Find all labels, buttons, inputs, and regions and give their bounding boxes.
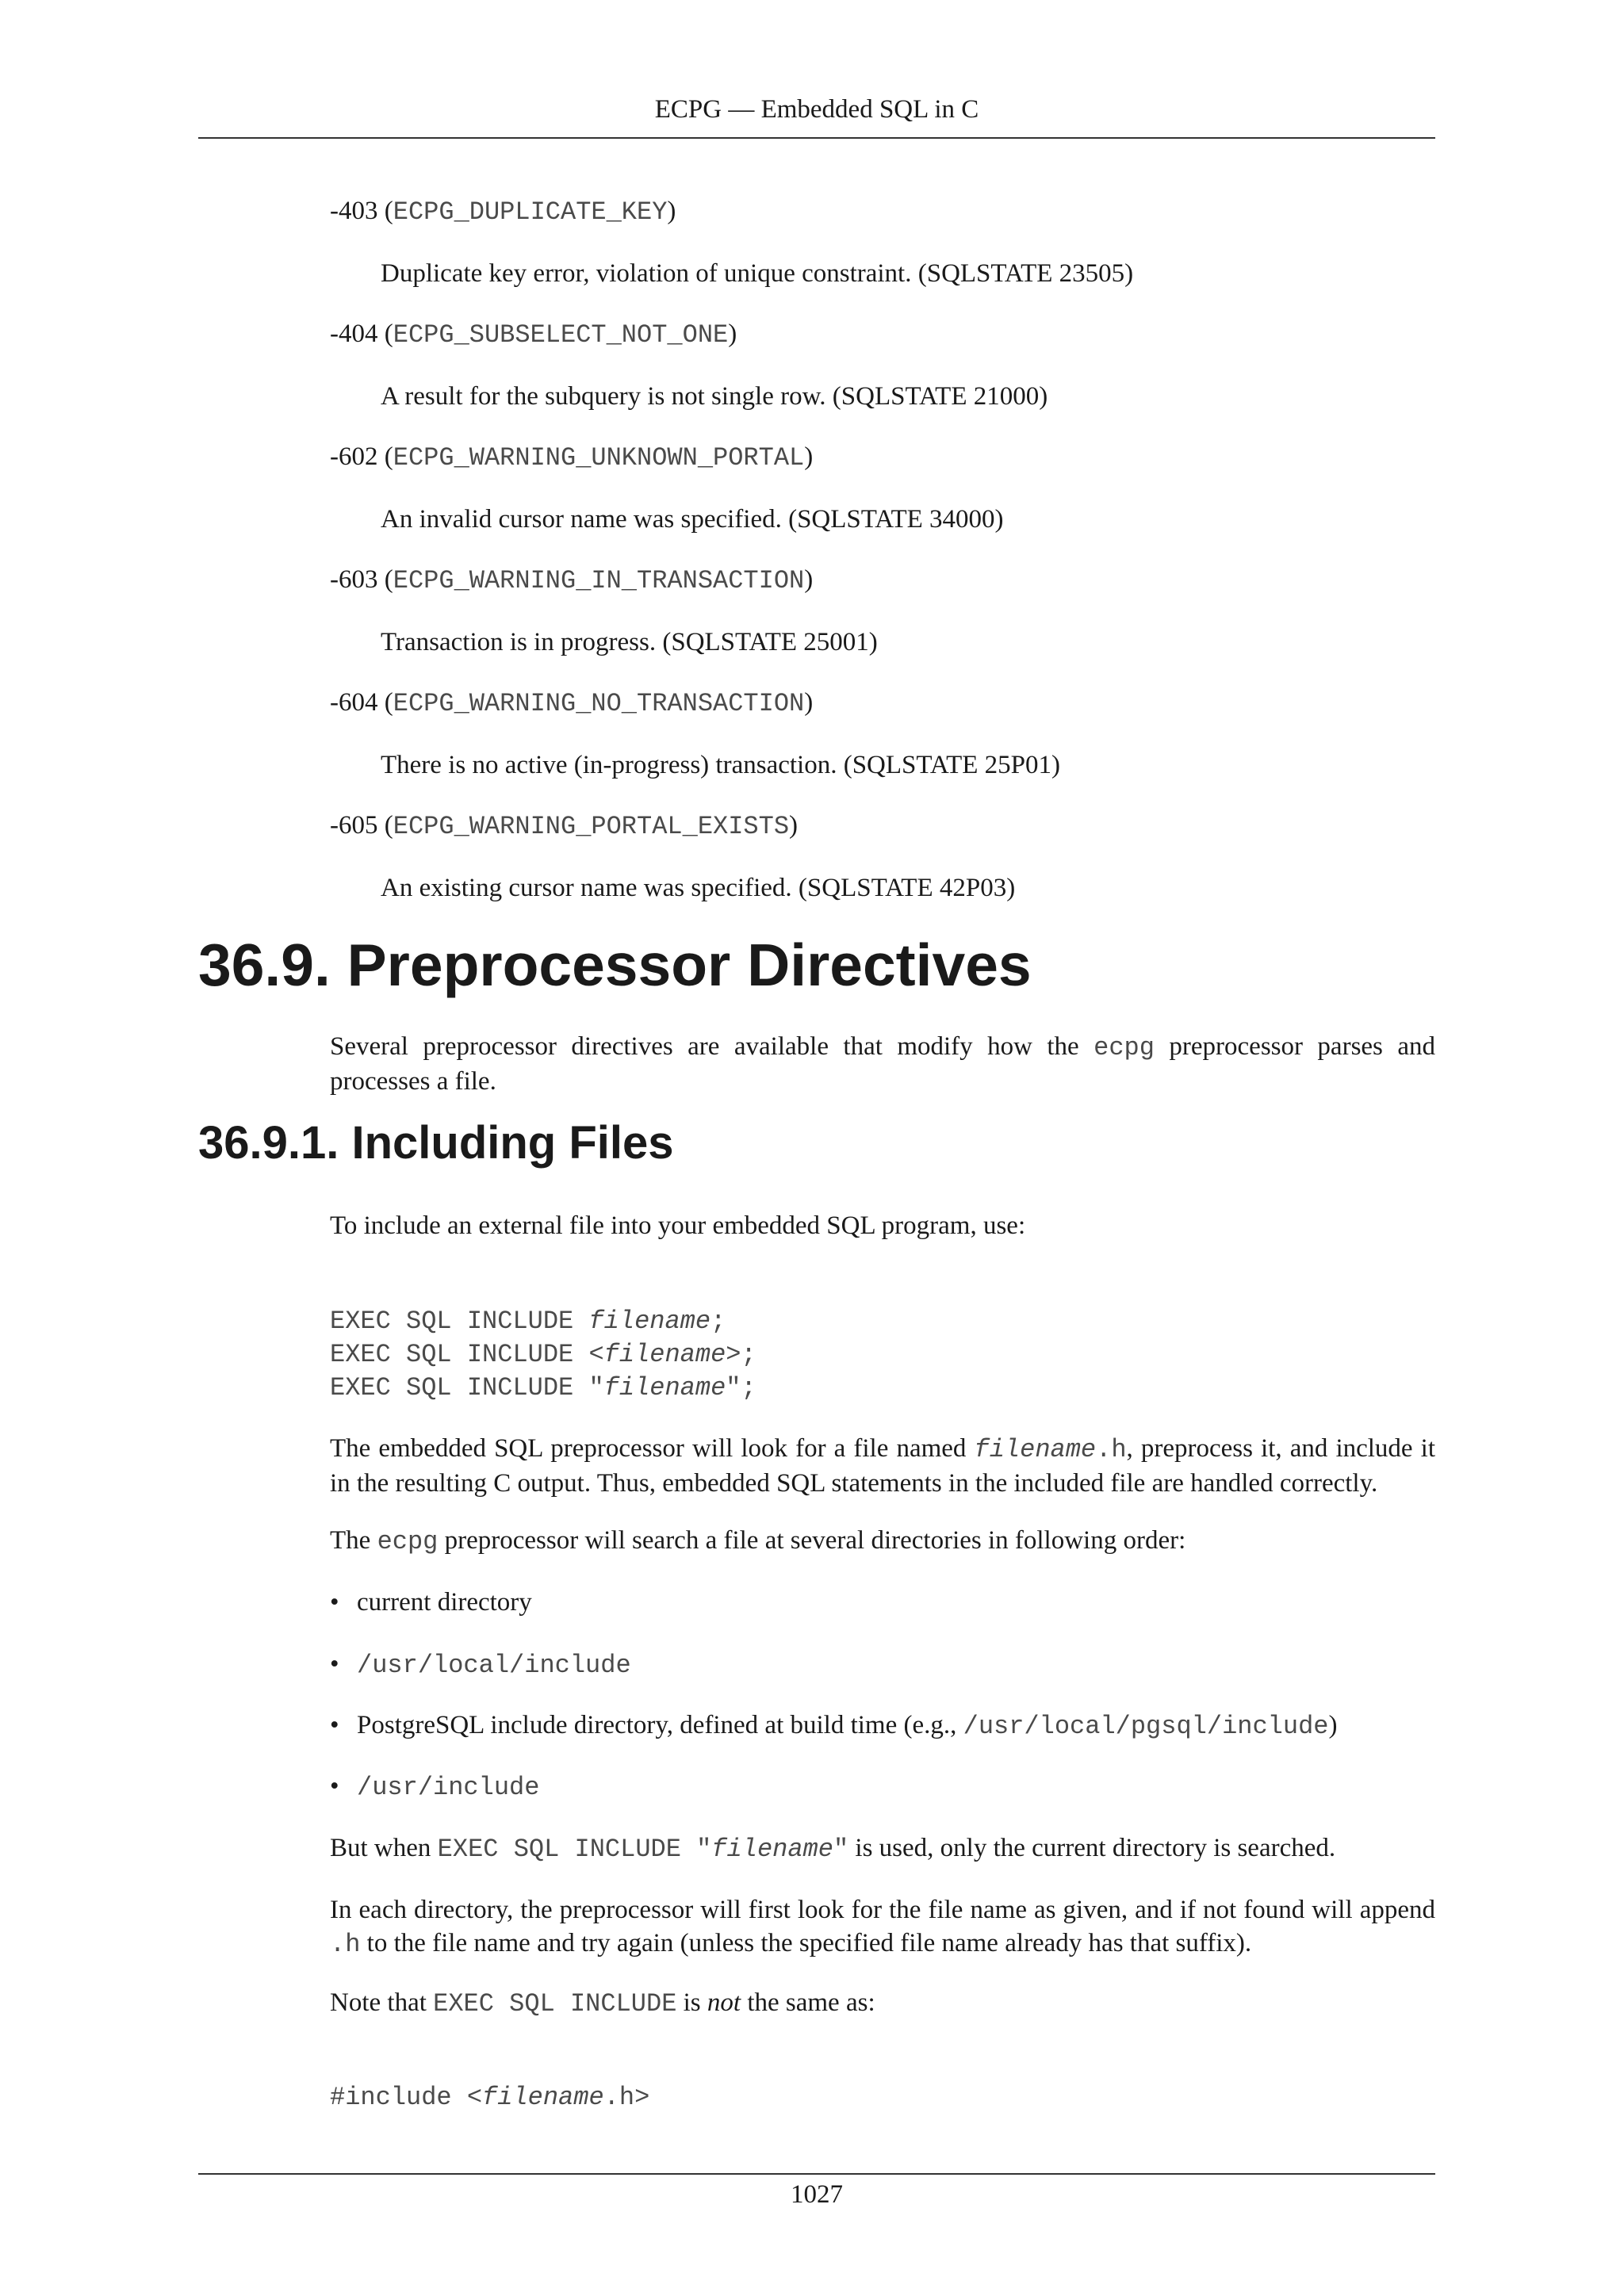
bullet-icon: •	[330, 1711, 339, 1739]
note-paragraph: Note that EXEC SQL INCLUDE is not the same as:	[330, 1988, 875, 2019]
error-code-term: -604 (ECPG_WARNING_NO_TRANSACTION)	[330, 688, 814, 718]
code-line: #include <filename.h>	[330, 2083, 650, 2112]
error-code-number: -605	[330, 811, 378, 840]
error-code-description: Duplicate key error, violation of unique constraint. (SQLSTATE 23505)	[381, 259, 1134, 288]
error-code-name: ECPG_DUPLICATE_KEY	[393, 197, 668, 227]
section-intro: Several preprocessor directives are available that modify how the ecpg preprocessor parses and processes a file.	[330, 1032, 1435, 1096]
header-rule	[198, 137, 1435, 139]
subsection-lead: To include an external file into your embedded SQL program, use:	[330, 1211, 1026, 1240]
inline-code: .h	[330, 1930, 361, 1959]
error-code-name: ECPG_WARNING_UNKNOWN_PORTAL	[393, 443, 805, 473]
page-number: 1027	[791, 2180, 843, 2209]
error-code-number: -604	[330, 688, 378, 717]
error-code-name: ECPG_WARNING_PORTAL_EXISTS	[393, 812, 790, 841]
search-order-paragraph: The ecpg preprocessor will search a file at several directories in following order:	[330, 1526, 1186, 1556]
error-code-name: ECPG_SUBSELECT_NOT_ONE	[393, 320, 729, 350]
list-item: • /usr/local/include	[330, 1647, 631, 1682]
bullet-icon: •	[330, 1588, 339, 1617]
error-code-number: -603	[330, 565, 378, 594]
error-code-name: ECPG_WARNING_IN_TRANSACTION	[393, 566, 805, 595]
error-code-number: -404	[330, 320, 378, 348]
error-code-number: -403	[330, 197, 378, 225]
error-code-description: A result for the subquery is not single row. (SQLSTATE 21000)	[381, 382, 1048, 411]
error-code-term: -603 (ECPG_WARNING_IN_TRANSACTION)	[330, 565, 814, 595]
error-code-term: -404 (ECPG_SUBSELECT_NOT_ONE)	[330, 320, 737, 350]
code-line: EXEC SQL INCLUDE "filename";	[330, 1373, 756, 1402]
error-code-description: An invalid cursor name was specified. (SQLSTATE 34000)	[381, 505, 1004, 534]
error-code-term: -602 (ECPG_WARNING_UNKNOWN_PORTAL)	[330, 442, 814, 473]
inline-code-var: filename	[974, 1435, 1097, 1464]
subsection-heading: 36.9.1. Including Files	[198, 1117, 674, 1169]
code-line: EXEC SQL INCLUDE filename;	[330, 1307, 726, 1336]
error-code-term: -605 (ECPG_WARNING_PORTAL_EXISTS)	[330, 811, 799, 841]
error-code-description: Transaction is in progress. (SQLSTATE 25001)	[381, 628, 878, 656]
bullet-icon: •	[330, 1650, 339, 1678]
inline-code: EXEC SQL INCLUDE	[433, 1989, 677, 2019]
list-item: • PostgreSQL include directory, defined at build time (e.g., /usr/local/pgsql/include)	[330, 1709, 1337, 1743]
list-item: • /usr/include	[330, 1770, 539, 1804]
error-code-number: -602	[330, 442, 378, 471]
lookup-paragraph: The embedded SQL preprocessor will look for a file named filename.h, preprocess it, and include it in the resulting C output. Thus, embedded SQL statements in the included file are handled correctly.	[330, 1434, 1435, 1498]
emphasis: not	[707, 1988, 741, 2017]
section-heading: 36.9. Preprocessor Directives	[198, 932, 1032, 998]
list-item: • current directory	[330, 1586, 532, 1619]
inline-code: ecpg	[377, 1527, 439, 1556]
suffix-paragraph: In each directory, the preprocessor will first look for the file name as given, and if not found will append .h to the file name and try again (unless the specified file name already has that suffix).	[330, 1896, 1435, 1959]
running-header: ECPG — Embedded SQL in C	[654, 95, 979, 124]
error-code-term: -403 (ECPG_DUPLICATE_KEY)	[330, 197, 676, 227]
error-code-description: There is no active (in-progress) transaction. (SQLSTATE 25P01)	[381, 751, 1060, 779]
code-line: EXEC SQL INCLUDE <filename>;	[330, 1340, 756, 1369]
footer-rule	[198, 2173, 1435, 2175]
bullet-icon: •	[330, 1772, 339, 1800]
current-dir-paragraph: But when EXEC SQL INCLUDE "filename" is used, only the current directory is searched.	[330, 1834, 1336, 1864]
error-code-name: ECPG_WARNING_NO_TRANSACTION	[393, 689, 805, 718]
error-code-description: An existing cursor name was specified. (SQLSTATE 42P03)	[381, 874, 1016, 902]
inline-code: ecpg	[1094, 1033, 1155, 1062]
